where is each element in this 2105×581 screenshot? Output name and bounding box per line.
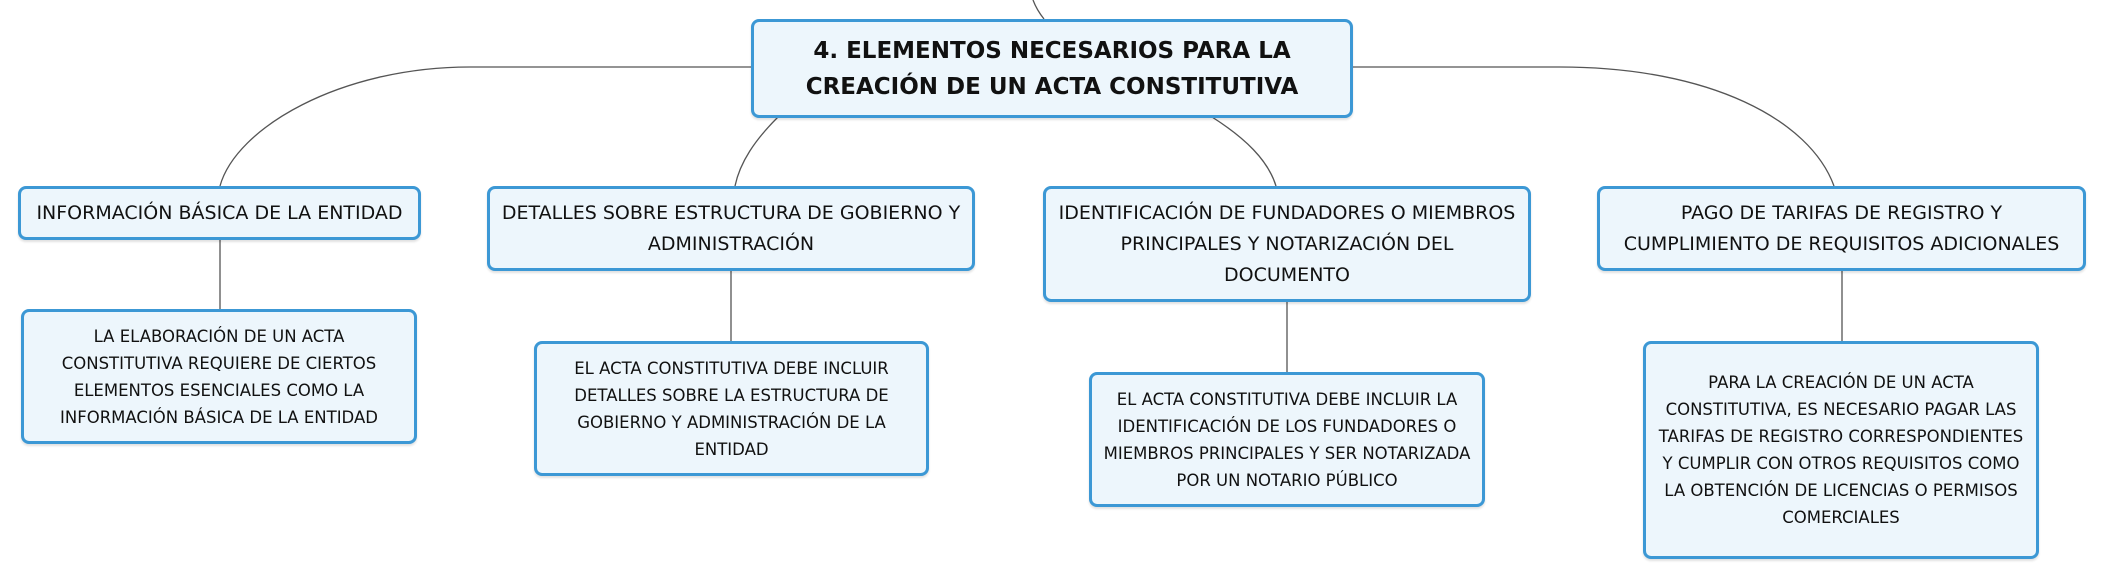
- connector-root-to-branch-2: [735, 117, 778, 186]
- branch-node-text: IDENTIFICACIÓN DE FUNDADORES O MIEMBROS PRINCIPALES Y NOTARIZACIÓN DEL DOCUMENTO: [1058, 201, 1516, 286]
- detail-node-text: EL ACTA CONSTITUTIVA DEBE INCLUIR DETALLES SOBRE LA ESTRUCTURA DE GOBIERNO Y ADMINISTRACIÓN DE LA ENTIDAD: [574, 358, 889, 459]
- detail-node-basic-info[interactable]: [21, 309, 417, 444]
- branch-node-text: DETALLES SOBRE ESTRUCTURA DE GOBIERNO Y ADMINISTRACIÓN: [501, 201, 961, 255]
- branch-node-founders[interactable]: [1043, 186, 1531, 302]
- detail-node-text: PARA LA CREACIÓN DE UN ACTA CONSTITUTIVA, ES NECESARIO PAGAR LAS TARIFAS DE REGISTRO CORRESPONDIENTES Y CUMPLIR CON OTROS REQUISITOS COMO LA OBTENCIÓN DE LICENCIAS O PERMISOS COMERCIALES: [1658, 373, 2024, 527]
- detail-node-founders[interactable]: [1089, 372, 1485, 507]
- connector-root-to-branch-3: [1212, 117, 1276, 186]
- branch-node-text: PAGO DE TARIFAS DE REGISTRO Y CUMPLIMIENTO DE REQUISITOS ADICIONALES: [1623, 201, 2060, 255]
- central-topic-node[interactable]: [751, 19, 1353, 118]
- detail-node-governance[interactable]: [534, 341, 929, 476]
- central-topic-text: 4. ELEMENTOS NECESARIOS PARA LA CREACIÓN DE UN ACTA CONSTITUTIVA: [805, 37, 1299, 100]
- connector-parent-to-root: [1033, 0, 1044, 19]
- connector-root-to-branch-1: [220, 67, 751, 186]
- branch-node-text: INFORMACIÓN BÁSICA DE LA ENTIDAD: [36, 201, 403, 224]
- detail-node-text: EL ACTA CONSTITUTIVA DEBE INCLUIR LA IDENTIFICACIÓN DE LOS FUNDADORES O MIEMBROS PRINCIPALES Y SER NOTARIZADA POR UN NOTARIO PÚBLICO: [1103, 389, 1471, 490]
- detail-node-fees[interactable]: [1643, 341, 2039, 559]
- detail-node-text: LA ELABORACIÓN DE UN ACTA CONSTITUTIVA REQUIERE DE CIERTOS ELEMENTOS ESENCIALES COMO LA INFORMACIÓN BÁSICA DE LA ENTIDAD: [60, 326, 378, 427]
- branch-node-basic-info[interactable]: [18, 186, 421, 240]
- connector-root-to-branch-4: [1353, 67, 1834, 186]
- branch-node-fees[interactable]: [1597, 186, 2086, 271]
- branch-node-governance[interactable]: [487, 186, 975, 271]
